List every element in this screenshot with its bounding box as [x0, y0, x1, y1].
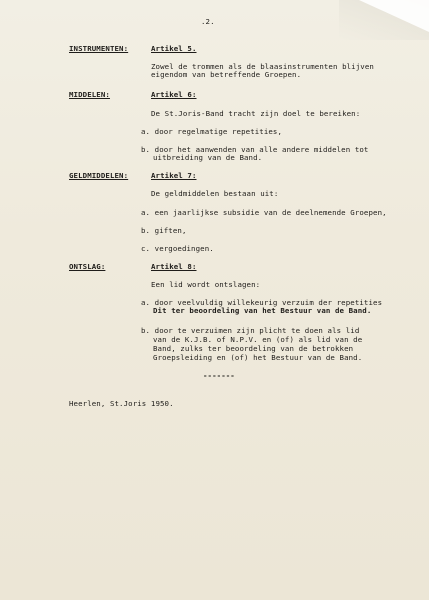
article-6-item-b-line-2: uitbreiding van de Band. — [153, 153, 263, 162]
article-5-title: Artikel 5. — [151, 44, 197, 53]
article-7-item-b: b. giften, — [141, 226, 187, 235]
article-8-title: Artikel 8: — [151, 262, 197, 271]
article-5-line-2: eigendom van betreffende Groepen. — [151, 70, 302, 79]
heading-ontslag: ONTSLAG: — [69, 262, 106, 271]
heading-instrumenten: INSTRUMENTEN: — [69, 44, 129, 53]
article-7-item-a: a. een jaarlijkse subsidie van de deelnemende Groepen, — [141, 208, 387, 217]
article-7-title: Artikel 7: — [151, 171, 197, 180]
article-6-item-a: a. door regelmatige repetities, — [141, 127, 283, 136]
folded-corner — [359, 0, 429, 32]
article-8-item-b-line-1: b. door te verzuimen zijn plicht te doen als lid — [141, 326, 360, 335]
article-8-intro: Een lid wordt ontslagen: — [151, 280, 261, 289]
article-6-title: Artikel 6: — [151, 90, 197, 99]
article-8-item-a-line-2: Dit ter beoordeling van het Bestuur van de Band. — [153, 306, 372, 315]
article-8-item-b-line-4: Groepsleiding en (of) het Bestuur van de Band. — [153, 353, 363, 362]
article-8-item-b-line-3: Band, zulks ter beoordeling van de betrokken — [153, 344, 354, 353]
article-8-item-b-line-2: van de K.J.B. of N.P.V. en (of) als lid van de — [153, 335, 363, 344]
heading-middelen: MIDDELEN: — [69, 90, 110, 99]
heading-geldmiddelen: GELDMIDDELEN: — [69, 171, 129, 180]
article-8-item-a-line-1: a. door veelvuldig willekeurig verzuim der repetities — [141, 298, 383, 307]
article-6-intro: De St.Joris-Band tracht zijn doel te bereiken: — [151, 109, 361, 118]
page-number: .2. — [201, 17, 215, 26]
divider-dashes: ------- — [203, 371, 235, 380]
article-7-intro: De geldmiddelen bestaan uit: — [151, 189, 279, 198]
place-date-footer: Heerlen, St.Joris 1950. — [69, 399, 174, 408]
article-6-item-b-line-1: b. door het aanwenden van alle andere middelen tot — [141, 145, 369, 154]
article-5-line-1: Zowel de trommen als de blaasinstrumenten blijven — [151, 62, 374, 71]
article-7-item-c: c. vergoedingen. — [141, 244, 214, 253]
